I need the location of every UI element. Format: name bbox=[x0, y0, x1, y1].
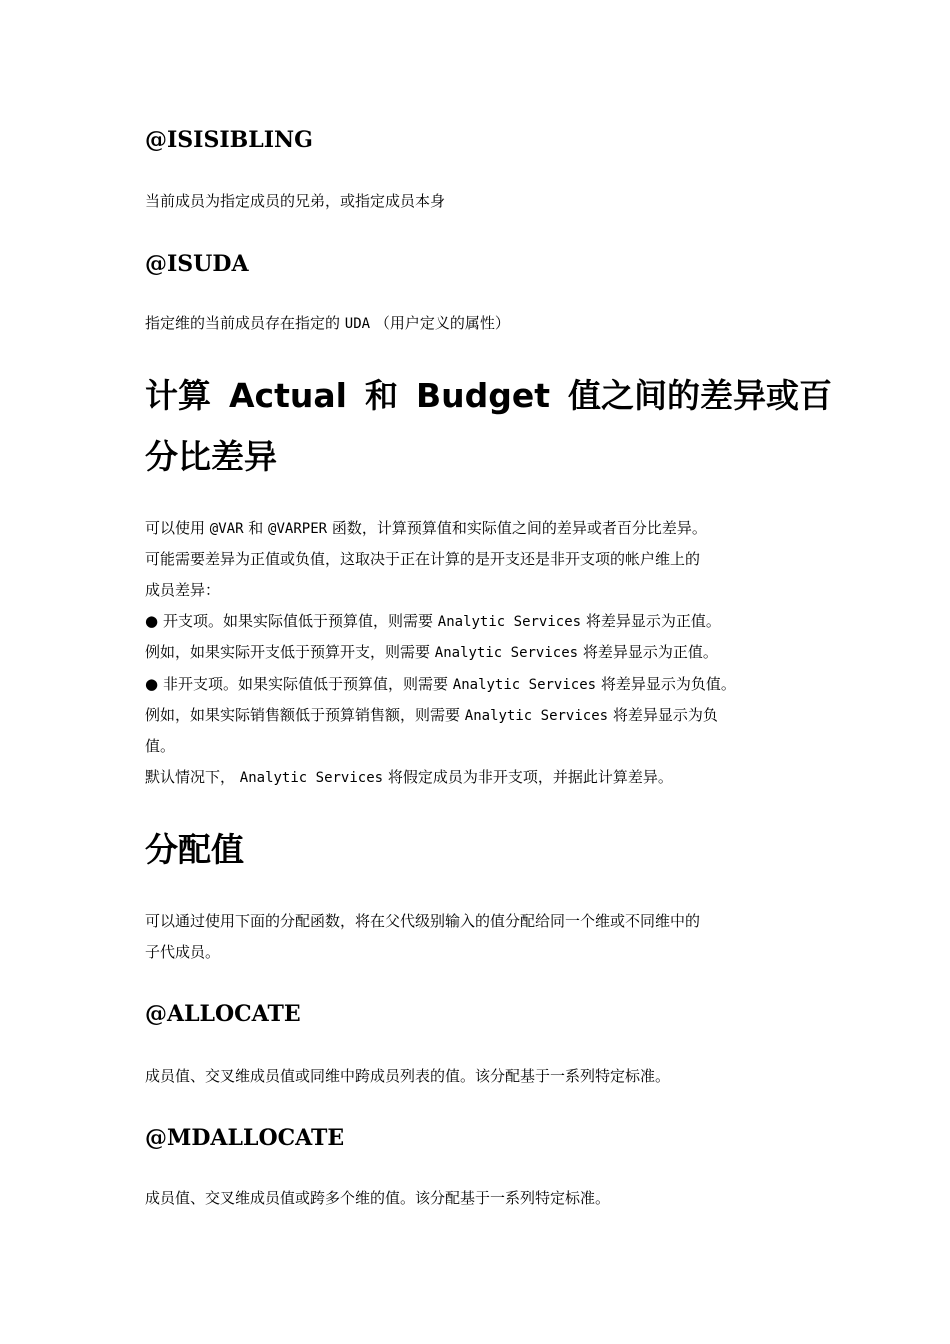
bullet-non-expense bbox=[145, 674, 736, 695]
b1-text-1: 开支项。如果实际值低于预算值，则需要 bbox=[163, 612, 438, 630]
b2-code: Analytic Services bbox=[452, 677, 597, 693]
bullet-icon: ● bbox=[145, 612, 159, 630]
allocation-paragraph-line2: 子代成员。 bbox=[145, 943, 221, 961]
heading-variance-line2: 分比差异 bbox=[145, 437, 277, 476]
variance-title-part1: 计算 bbox=[145, 376, 211, 415]
variance-title-part5: 值之间的差异或百 bbox=[568, 376, 832, 415]
p1-text-2: 和 bbox=[243, 519, 269, 537]
heading-isuda: @ISUDA bbox=[145, 251, 249, 277]
isuda-desc-code: UDA bbox=[344, 316, 371, 332]
bullet-expense-example bbox=[145, 642, 718, 663]
default-text-2: 将假定成员为非开支项，并据此计算差异。 bbox=[383, 768, 673, 786]
p1-text-1: 可以使用 bbox=[145, 519, 210, 537]
variance-default-note bbox=[145, 767, 673, 788]
b1-ex-text-2: 将差异显示为正值。 bbox=[578, 643, 718, 661]
bullet-non-expense-example-line2: 值。 bbox=[145, 737, 176, 755]
b2-ex-text-2: 将差异显示为负 bbox=[608, 706, 718, 724]
variance-title-part4: Budget bbox=[415, 376, 550, 415]
allocation-paragraph-line1: 可以通过使用下面的分配函数，将在父代级别输入的值分配给同一个维或不同维中的 bbox=[145, 912, 701, 930]
variance-paragraph-1 bbox=[145, 518, 707, 539]
variance-title-part3: 和 bbox=[364, 376, 398, 415]
allocate-description: 成员值、交叉维成员值或同维中跨成员列表的值。该分配基于一系列特定标准。 bbox=[145, 1067, 671, 1085]
bullet-non-expense-example bbox=[145, 705, 718, 726]
b2-text-2: 将差异显示为负值。 bbox=[596, 675, 736, 693]
heading-mdallocate: @MDALLOCATE bbox=[145, 1125, 345, 1151]
b1-ex-text-1: 例如，如果实际开支低于预算开支，则需要 bbox=[145, 643, 435, 661]
p1-code-varper: @VARPER bbox=[268, 521, 328, 537]
b1-text-2: 将差异显示为正值。 bbox=[581, 612, 721, 630]
isisibling-description: 当前成员为指定成员的兄弟，或指定成员本身 bbox=[145, 192, 446, 210]
variance-paragraph-2-line1: 可能需要差异为正值或负值，这取决于正在计算的是开支还是非开支项的帐户维上的 bbox=[145, 550, 701, 568]
bullet-icon: ● bbox=[145, 675, 159, 693]
b2-text-1: 非开支项。如果实际值低于预算值，则需要 bbox=[163, 675, 453, 693]
variance-title-part2: Actual bbox=[229, 376, 347, 415]
b1-code: Analytic Services bbox=[437, 614, 582, 630]
heading-allocate: @ALLOCATE bbox=[145, 1001, 301, 1027]
b2-ex-code: Analytic Services bbox=[464, 708, 609, 724]
p1-text-3: 函数，计算预算值和实际值之间的差异或者百分比差异。 bbox=[327, 519, 707, 537]
mdallocate-description: 成员值、交叉维成员值或跨多个维的值。该分配基于一系列特定标准。 bbox=[145, 1189, 611, 1207]
default-text-1: 默认情况下， bbox=[145, 768, 240, 786]
isuda-description bbox=[145, 313, 510, 334]
default-code: Analytic Services bbox=[239, 770, 384, 786]
heading-variance-line1 bbox=[145, 376, 832, 416]
b2-ex-text-1: 例如，如果实际销售额低于预算销售额，则需要 bbox=[145, 706, 465, 724]
isuda-desc-text-1: 指定维的当前成员存在指定的 bbox=[145, 314, 345, 332]
heading-isisibling: @ISISIBLING bbox=[145, 127, 313, 153]
p1-code-var: @VAR bbox=[209, 521, 244, 537]
b1-ex-code: Analytic Services bbox=[434, 645, 579, 661]
isuda-desc-text-2: （用户定义的属性） bbox=[370, 314, 510, 332]
heading-allocation: 分配值 bbox=[145, 830, 244, 869]
variance-paragraph-2-line2: 成员差异： bbox=[145, 581, 221, 599]
bullet-expense bbox=[145, 611, 721, 632]
